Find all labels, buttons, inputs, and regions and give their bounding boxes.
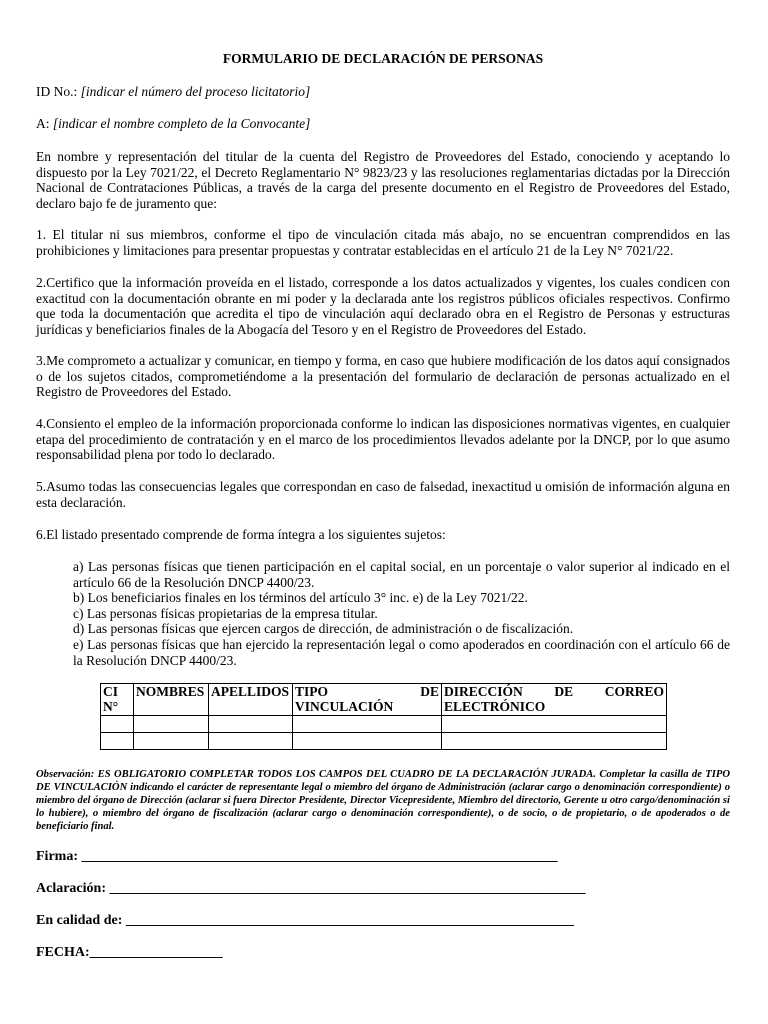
subject-item-e: e) Las personas físicas que han ejercido la representación legal o como apoderados en coordinación con el artículo 66 de la Resolución DNCP 4400/23.	[73, 636, 730, 668]
recipient-placeholder: [indicar el nombre completo de la Convocante]	[52, 116, 311, 131]
capacity-line[interactable]: En calidad de: ________________________________________________________________	[36, 913, 574, 928]
table-cell-correo[interactable]	[442, 716, 667, 733]
date-line[interactable]: FECHA:___________________	[36, 945, 223, 960]
clause-2: 2.Certifico que la información proveída en el listado, corresponde a los datos actualizados y vigentes, los cuales condicen con exactitud con la documentación obrante en mi poder y la declarada ante los registros públicos oficiales respectivos. Confirmo que toda la documentación que acredita el tipo de vinculación aquí declarado obra en el Registro de Personas y estructuras jurídicas y beneficiarios finales de la Abogacía del Tesoro y en el Registro de Proveedores del Estado.	[36, 275, 730, 337]
signature-line[interactable]: Firma: ____________________________________________________________________	[36, 849, 558, 864]
clarification-line[interactable]: Aclaración: ____________________________________________________________________	[36, 881, 586, 896]
subject-item-c: c) Las personas físicas propietarias de la empresa titular.	[73, 605, 378, 621]
header-ci: CI N°	[101, 684, 134, 716]
table-cell-ci[interactable]	[101, 733, 134, 750]
table-cell-nombres[interactable]	[134, 733, 209, 750]
subject-item-d: d) Las personas físicas que ejercen cargos de dirección, de administración o de fiscalización.	[73, 621, 574, 637]
id-label: ID No.:	[36, 84, 81, 99]
subjects-list	[73, 559, 730, 668]
intro-paragraph: En nombre y representación del titular de la cuenta del Registro de Proveedores del Estado, conociendo y aceptando lo dispuesto por la Ley 7021/22, el Decreto Reglamentario N° 9823/23 y las resoluciones reglamentarias dictadas por la Dirección Nacional de Contrataciones Públicas, a través de la carga del presente documento en el Registro de Proveedores del Estado, declaro bajo fe de juramento que:	[36, 149, 730, 211]
clause-1: 1. El titular ni sus miembros, conforme el tipo de vinculación citada más abajo, no se encuentran comprendidos en las prohibiciones y limitaciones para presentar propuestas y contratar establecidas en el artículo 21 de la Ley N° 7021/22.	[36, 227, 730, 258]
table-cell-apellidos[interactable]	[209, 716, 293, 733]
table-row	[101, 716, 667, 733]
recipient-line	[36, 116, 310, 132]
header-apellidos: APELLIDOS	[209, 684, 293, 716]
table-cell-nombres[interactable]	[134, 716, 209, 733]
clause-4: 4.Consiento el empleo de la información proporcionada conforme lo indican las disposiciones normativas vigentes, en cualquier etapa del procedimiento de contratación y en el marco de los procedimientos llevados adelante por la DNCP, por lo que asumo responsabilidad plena por todo lo declarado.	[36, 416, 730, 463]
table-cell-tipo[interactable]	[293, 716, 442, 733]
header-tipo-vinculacion: TIPO DE VINCULACIÓN	[293, 684, 442, 716]
subject-item-b: b) Los beneficiarios finales en los términos del artículo 3° inc. e) de la Ley 7021/22.	[73, 590, 528, 606]
clause-5: 5.Asumo todas las consecuencias legales que correspondan en caso de falsedad, inexactitud u omisión de información alguna en esta declaración.	[36, 479, 730, 510]
table-cell-correo[interactable]	[442, 733, 667, 750]
clause-3: 3.Me comprometo a actualizar y comunicar, en tiempo y forma, en caso que hubiere modificación de los datos aquí consignados o de los sujetos citados, comprometiéndome a la presentación del formulario de declaración de personas actualizado en el Registro de Proveedores del Estado.	[36, 353, 730, 400]
recipient-label: A:	[36, 116, 53, 131]
table-header-row	[101, 684, 667, 716]
table-cell-apellidos[interactable]	[209, 733, 293, 750]
table-cell-ci[interactable]	[101, 716, 134, 733]
subject-item-a: a) Las personas físicas que tienen participación en el capital social, en un porcentaje o valor superior al indicado en el artículo 66 de la Resolución DNCP 4400/23.	[73, 559, 730, 590]
declaration-table	[100, 683, 667, 750]
clause-6: 6.El listado presentado comprende de forma íntegra a los siguientes sujetos:	[36, 527, 446, 542]
header-nombres: NOMBRES	[134, 684, 209, 716]
document-title: FORMULARIO DE DECLARACIÓN DE PERSONAS	[222, 51, 544, 66]
id-placeholder: [indicar el número del proceso licitatorio]	[80, 84, 311, 99]
table-cell-tipo[interactable]	[293, 733, 442, 750]
header-correo: DIRECCIÓN DE CORREO ELECTRÓNICO	[442, 684, 667, 716]
id-line	[36, 84, 310, 100]
observation-note: Observación: ES OBLIGATORIO COMPLETAR TODOS LOS CAMPOS DEL CUADRO DE LA DECLARACIÓN JURADA. Completar la casilla de TIPO DE VINCULACIÓN indicando el carácter de representante legal o miembro del órgano de Administración (aclarar cargo o denominación correspondiente) o miembro del órgano de Dirección (aclarar si fuera Director Presidente, Director Vicepresidente, Miembro del directorio, Gerente u otro cargo/denominación si lo hubiere), o miembro del órgano de fiscalización (aclarar cargo o denominación correspondiente), o de socio, o de propietario, o de apoderados o de beneficiario final.	[36, 769, 730, 832]
table-row	[101, 733, 667, 750]
